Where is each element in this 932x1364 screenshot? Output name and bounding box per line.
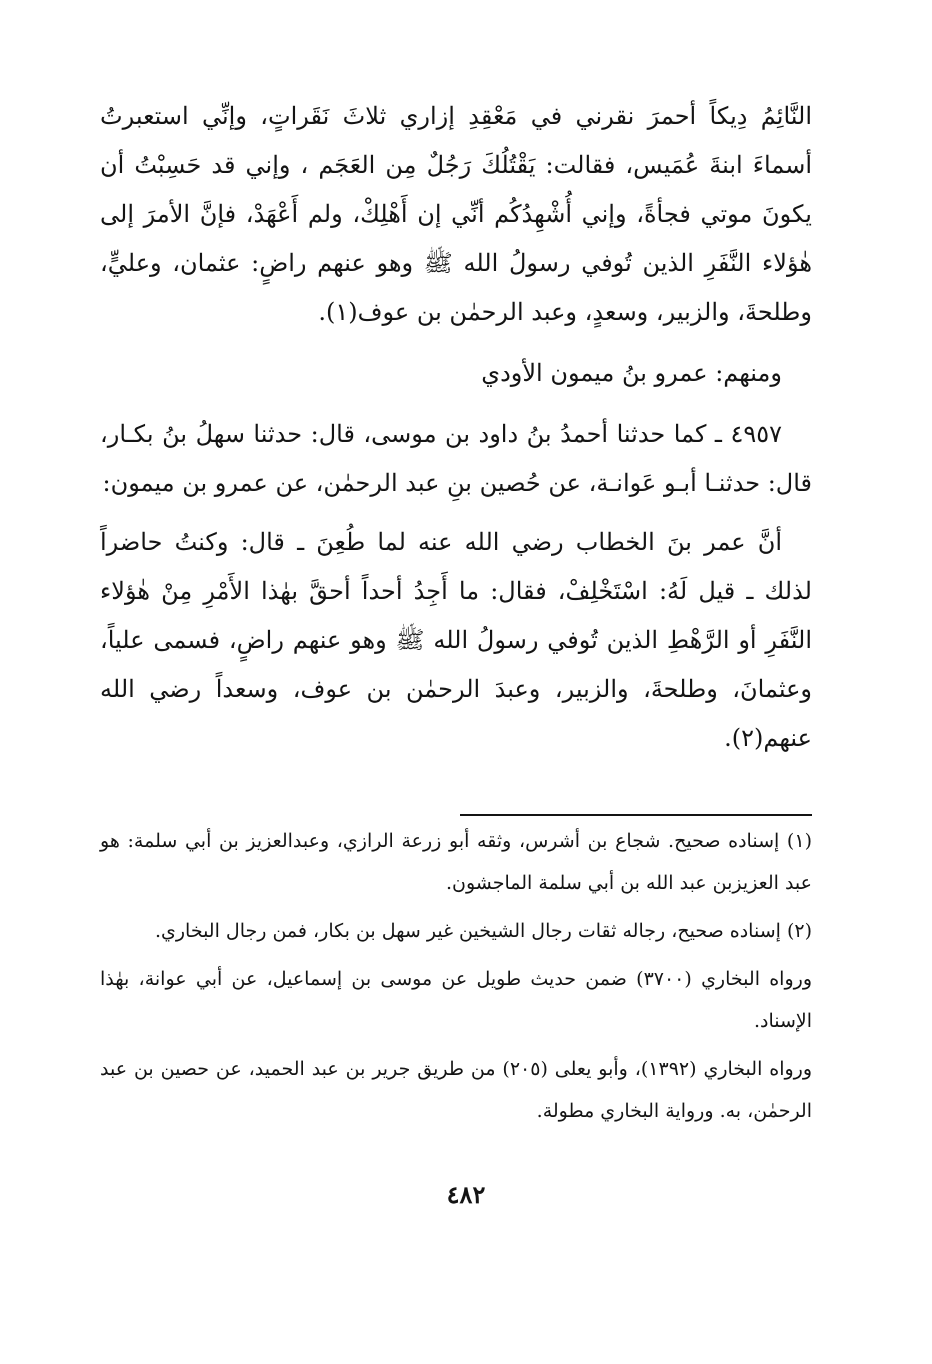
footnote-2-continuation-b: ورواه البخاري (١٣٩٢)، وأبو يعلى (٢٠٥) من طريق جرير بن عبد الحميد، عن حصين بن عبد الرحمٰن، به. ورواية البخاري مطولة. bbox=[100, 1058, 813, 1122]
footnote-2-continuation-a: ورواه البخاري (٣٧٠٠) ضمن حديث طويل عن موسى بن إسماعيل، عن أبي عوانة، بهٰذا الإسناد. bbox=[100, 968, 812, 1032]
section-heading: ومنهم: عمرو بنُ ميمون الأودي bbox=[481, 359, 782, 387]
paragraph-1: النَّائِمُ دِيكاً أحمرَ نقرني في مَعْقِدِ إزاري ثلاثَ نَقَراتٍ، وإنِّي استعبرتُ أسماءَ ابنةَ عُمَيس، فقالت: يَقْتُلُكَ رَجُلٌ مِن العَجَم ، وإني قد حَسِبْتُ أن يكونَ موتي فجأةً، وإني أُشْهِدُكُم أنِّي إن أَهْلِكْ، ولم أَعْهَدْ، فإنَّ الأمرَ إلى هٰؤلاء النَّفَرِ الذين تُوفي رسولُ الله ﷺ وهو عنهم راضٍ: عثمان، وعليٍّ، وطلحةَ، والزبير، وسعدٍ، وعبد الرحمٰن بن عوف(١). bbox=[100, 102, 812, 326]
footnotes bbox=[100, 820, 812, 1132]
hadith-chain-paragraph: ٤٩٥٧ ـ كما حدثنا أحمدُ بنُ داود بن موسى، قال: حدثنا سهلُ بنُ بكـار، قال: حدثنـا أبـو عَوانـة، عن حُصين بنِ عبد الرحمٰن، عن عمرو بن ميمون: bbox=[100, 420, 812, 497]
main-text bbox=[100, 92, 812, 763]
hadith-text-paragraph: أنَّ عمر بنَ الخطاب رضي الله عنه لما طُعِنَ ـ قال: وكنتُ حاضراً لذلك ـ قيل لَهُ: اسْتَخْلِفْ، فقال: ما أَجِدُ أحداً أحقَّ بهٰذا الأَمْرِ مِنْ هٰؤلاء النَّفَرِ أو الرَّهْطِ الذين تُوفي رسولُ الله ﷺ وهو عنهم راضٍ، فسمى علياً، وعثمانَ، وطلحةَ، والزبير، وعبدَ الرحمٰن بن عوف، وسعداً رضي الله عنهم(٢). bbox=[100, 528, 812, 752]
footnote-1: (١) إسناده صحيح. شجاع بن أشرس، وثقه أبو زرعة الرازي، وعبدالعزيز بن أبي سلمة: هو عبد العزيزبن عبد الله بن أبي سلمة الماجشون. bbox=[100, 830, 812, 894]
footnote-2: (٢) إسناده صحيح، رجاله ثقات رجال الشيخين غير سهل بن بكار، فمن رجال البخاري. bbox=[154, 920, 812, 942]
footnote-divider bbox=[460, 814, 812, 816]
page-number: ٤٨٢ bbox=[446, 1180, 486, 1209]
